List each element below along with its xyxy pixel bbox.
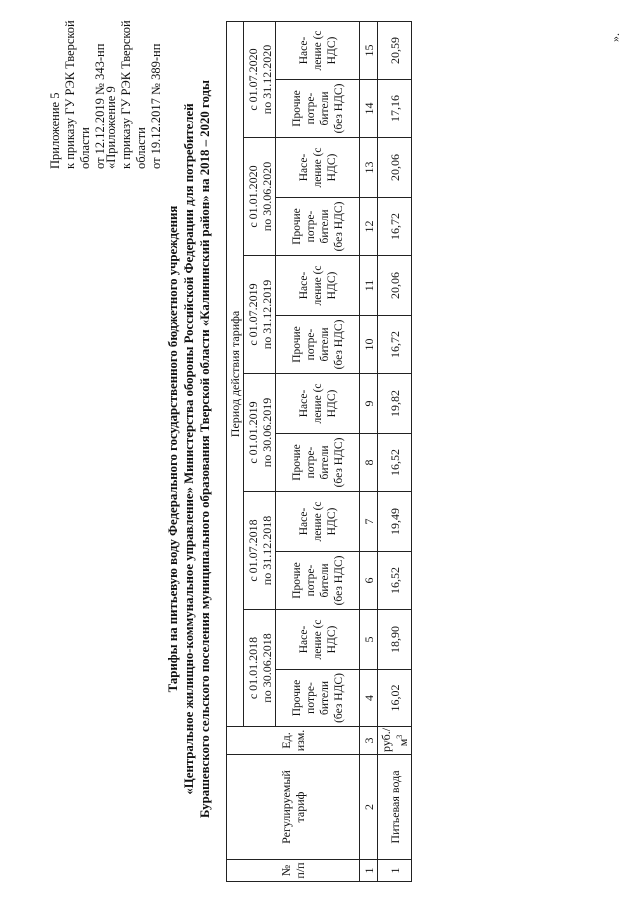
tariff-value: 20,59 [378,21,412,79]
column-number: 4 [360,670,378,727]
tariff-value: 19,49 [378,492,412,552]
tariff-value: 16,72 [378,198,412,256]
tariff-value: 19,82 [378,374,412,434]
row-unit: $руб./м^3$ [378,727,412,755]
tariff-value: 16,52 [378,434,412,492]
subheader-other: Прочие потре- бители (без НДС) [276,670,360,727]
tariff-value: 20,06 [378,138,412,198]
column-number: 15 [360,21,378,79]
subheader-population: Насе- ление (с НДС) [276,21,360,79]
header-tariff: Регулируемый тариф [227,755,360,860]
subheader-population: Насе- ление (с НДС) [276,374,360,434]
subheader-population: Насе- ление (с НДС) [276,492,360,552]
table-row [378,21,412,881]
title-line-3: Бурашевского сельского поселения муниципального образования Тверской области «Калининский район» на 2018 – 2020 годы [198,80,212,818]
column-number: 11 [360,256,378,316]
appendix-line-2: к приказу ГУ РЭК Тверской области [63,20,92,169]
prev-appendix-line-2: к приказу ГУ РЭК Тверской области [119,20,148,169]
tariff-table [226,21,412,882]
column-number: 3 [360,727,378,755]
subheader-other: Прочие потре- бители (без НДС) [276,198,360,256]
column-number: 2 [360,755,378,860]
tariff-value: 17,16 [378,80,412,138]
appendix-line-3: от 12.12.2019 № 343-нп [93,43,107,169]
prev-appendix-line-3: от 19.12.2017 № 389-нп [149,43,163,169]
subheader-population: Насе- ление (с НДС) [276,138,360,198]
period-cell: с 01.01.2020 по 30.06.2020 [244,138,276,256]
column-number: 6 [360,552,378,610]
column-number: 5 [360,610,378,670]
subheader-other: Прочие потре- бители (без НДС) [276,434,360,492]
closing-quote: ». [608,33,622,42]
row-tariff-name: Питьевая вода [378,755,412,860]
header-period: Период действия тарифа [227,21,244,726]
column-number-row [360,21,378,881]
appendix-header [48,14,108,169]
column-number: 13 [360,138,378,198]
subheader-population: Насе- ление (с НДС) [276,610,360,670]
subheader-other: Прочие потре- бители (без НДС) [276,316,360,374]
subheader-population: Насе- ление (с НДС) [276,256,360,316]
header-unit: Ед. изм. [227,727,360,755]
row-number: 1 [378,860,412,882]
subheader-other: Прочие потре- бители (без НДС) [276,80,360,138]
column-number: 1 [360,860,378,882]
header-number: № п/п [227,860,360,882]
tariff-value: 16,02 [378,670,412,727]
tariff-value: 20,06 [378,256,412,316]
title-line-2: «Центральное жилищно-коммунальное управление» Министерства обороны Российской Федерации для потребителей [182,103,196,795]
period-cell: с 01.01.2019 по 30.06.2019 [244,374,276,492]
document-title [165,34,213,864]
prev-appendix-header [104,9,164,169]
column-number: 9 [360,374,378,434]
period-cell: с 01.07.2018 по 31.12.2018 [244,492,276,610]
column-number: 14 [360,80,378,138]
period-cell: с 01.07.2019 по 31.12.2019 [244,256,276,374]
tariff-value: 18,90 [378,610,412,670]
tariff-value: 16,52 [378,552,412,610]
period-cell: с 01.07.2020 по 31.12.2020 [244,21,276,137]
appendix-line-1: Приложение 5 [48,92,62,169]
column-number: 7 [360,492,378,552]
column-number: 8 [360,434,378,492]
column-number: 12 [360,198,378,256]
title-line-1: Тарифы на питьевую воду Федерального государственного бюджетного учреждения [166,205,180,693]
period-cell: с 01.01.2018 по 30.06.2018 [244,610,276,727]
column-number: 10 [360,316,378,374]
tariff-value: 16,72 [378,316,412,374]
subheader-other: Прочие потре- бители (без НДС) [276,552,360,610]
prev-appendix-line-1: «Приложение 9 [104,86,118,169]
